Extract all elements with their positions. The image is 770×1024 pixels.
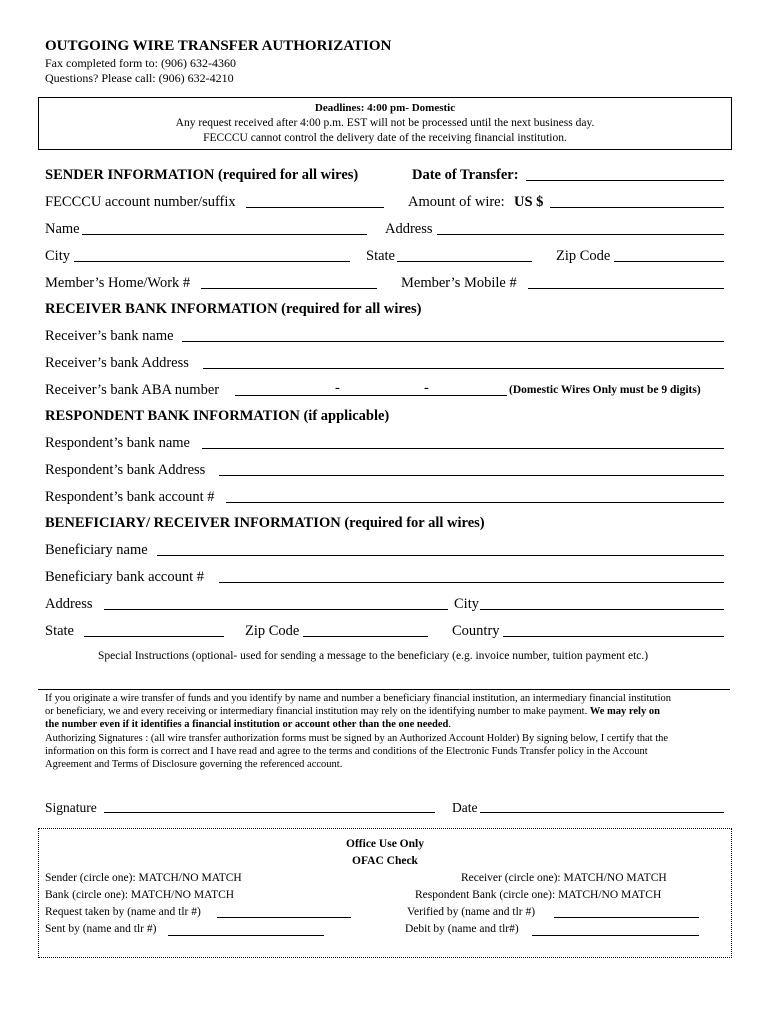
amount-field[interactable] (550, 207, 724, 208)
legal-line-3: the number even if it identifies a financial institution or account other than the one needed. (45, 719, 452, 730)
address-label: Address (385, 221, 433, 237)
respondent-address-label: Respondent’s bank Address (45, 462, 206, 478)
aba-label: Receiver’s bank ABA number (45, 382, 220, 398)
date-of-transfer-label: Date of Transfer: (412, 167, 519, 183)
address-field[interactable] (437, 234, 724, 235)
sender-match: Sender (circle one): MATCH/NO MATCH (45, 872, 242, 884)
receiver-match: Receiver (circle one): MATCH/NO MATCH (461, 872, 667, 884)
legal-line-6: Agreement and Terms of Disclosure governing the referenced account. (45, 759, 343, 770)
name-label: Name (45, 221, 80, 237)
zip-label: Zip Code (556, 248, 611, 264)
receiver-bank-address-label: Receiver’s bank Address (45, 355, 189, 371)
legal-line-2: or beneficiary, we and every receiving or intermediary financial institution may rely on the identifying number to make payment. We may rely on (45, 706, 660, 717)
deadlines-box (38, 97, 732, 150)
request-taken-label: Request taken by (name and tlr #) (45, 906, 201, 918)
signature-date-label: Date (452, 800, 478, 815)
questions-line: Questions? Please call: (906) 632-4210 (45, 71, 234, 85)
receiver-bank-address-field[interactable] (203, 368, 724, 369)
beneficiary-zip-field[interactable] (303, 636, 428, 637)
respondent-name-field[interactable] (202, 448, 724, 449)
deadlines-line1: Any request received after 4:00 p.m. EST will not be processed until the next business day. (175, 117, 595, 129)
beneficiary-account-label: Beneficiary bank account # (45, 569, 205, 585)
beneficiary-zip-label: Zip Code (245, 623, 300, 639)
legal-line-4: Authorizing Signatures : (all wire transfer authorization forms must be signed by an Authorized Account Holder) By signing below, I certify that the (45, 733, 669, 744)
home-phone-label: Member’s Home/Work # (45, 275, 191, 291)
debit-by-label: Debit by (name and tlr#) (405, 923, 519, 935)
beneficiary-account-field[interactable] (219, 582, 724, 583)
mobile-field[interactable] (528, 288, 724, 289)
sent-by-label: Sent by (name and tlr #) (45, 923, 157, 935)
aba-field[interactable] (235, 395, 507, 396)
date-of-transfer-field[interactable] (526, 180, 724, 181)
signature-field[interactable] (104, 812, 435, 813)
beneficiary-city-field[interactable] (480, 609, 724, 610)
name-field[interactable] (82, 234, 367, 235)
amount-prefix: US $ (514, 194, 544, 210)
aba-note: (Domestic Wires Only must be 9 digits) (509, 384, 701, 396)
verified-by-field[interactable] (554, 917, 699, 918)
beneficiary-country-field[interactable] (503, 636, 724, 637)
special-instructions-field[interactable] (38, 689, 730, 690)
deadlines-title: Deadlines: 4:00 pm- Domestic (314, 102, 456, 114)
state-field[interactable] (397, 261, 532, 262)
legal-line-1: If you originate a wire transfer of funds and you identify by name and number a beneficiary financial institution, an intermediary financial institution (45, 693, 672, 704)
respondent-name-label: Respondent’s bank name (45, 435, 190, 451)
state-label: State (366, 248, 395, 264)
beneficiary-address-field[interactable] (104, 609, 448, 610)
respondent-address-field[interactable] (219, 475, 724, 476)
beneficiary-heading: BENEFICIARY/ RECEIVER INFORMATION (required for all wires) (45, 515, 485, 531)
legal-line-5: information on this form is correct and I have read and agree to the terms and conditions of the Electronic Funds Transfer policy in the Account (45, 746, 648, 757)
beneficiary-country-label: Country (452, 623, 500, 639)
office-use-box (38, 828, 732, 958)
special-instructions-label: Special Instructions (optional- used for sending a message to the beneficiary (e.g. invoice number, tuition payment etc.) (98, 650, 649, 662)
account-number-label: FECCCU account number/suffix (45, 194, 236, 210)
aba-dash-2: - (424, 380, 429, 396)
office-use-title: Office Use Only (346, 838, 424, 850)
sent-by-field[interactable] (168, 935, 324, 936)
form-title: OUTGOING WIRE TRANSFER AUTHORIZATION (45, 38, 392, 54)
debit-by-field[interactable] (532, 935, 699, 936)
respondent-account-label: Respondent’s bank account # (45, 489, 215, 505)
home-phone-field[interactable] (201, 288, 377, 289)
beneficiary-name-field[interactable] (157, 555, 724, 556)
city-label: City (45, 248, 70, 264)
beneficiary-state-label: State (45, 623, 74, 639)
respondent-heading: RESPONDENT BANK INFORMATION (if applicable) (45, 408, 390, 424)
beneficiary-city-label: City (454, 596, 479, 612)
respondent-match: Respondent Bank (circle one): MATCH/NO MATCH (415, 889, 662, 901)
signature-label: Signature (45, 800, 97, 815)
deadlines-line2: FECCCU cannot control the delivery date of the receiving financial institution. (203, 132, 567, 144)
beneficiary-state-field[interactable] (84, 636, 224, 637)
aba-dash-1: - (335, 380, 340, 396)
receiver-bank-name-label: Receiver’s bank name (45, 328, 174, 344)
verified-by-label: Verified by (name and tlr #) (407, 906, 536, 918)
request-taken-field[interactable] (217, 917, 351, 918)
respondent-account-field[interactable] (226, 502, 724, 503)
signature-date-field[interactable] (480, 812, 724, 813)
beneficiary-name-label: Beneficiary name (45, 542, 148, 558)
account-number-field[interactable] (246, 207, 384, 208)
receiver-bank-name-field[interactable] (182, 341, 724, 342)
mobile-label: Member’s Mobile # (401, 275, 517, 291)
city-field[interactable] (74, 261, 350, 262)
bank-match: Bank (circle one): MATCH/NO MATCH (45, 889, 235, 901)
sender-heading: SENDER INFORMATION (required for all wires) (45, 167, 359, 183)
receiver-heading: RECEIVER BANK INFORMATION (required for all wires) (45, 301, 422, 317)
amount-label: Amount of wire: (408, 194, 505, 210)
ofac-check-title: OFAC Check (352, 855, 418, 867)
zip-field[interactable] (614, 261, 724, 262)
beneficiary-address-label: Address (45, 596, 93, 612)
fax-line: Fax completed form to: (906) 632-4360 (45, 56, 236, 70)
